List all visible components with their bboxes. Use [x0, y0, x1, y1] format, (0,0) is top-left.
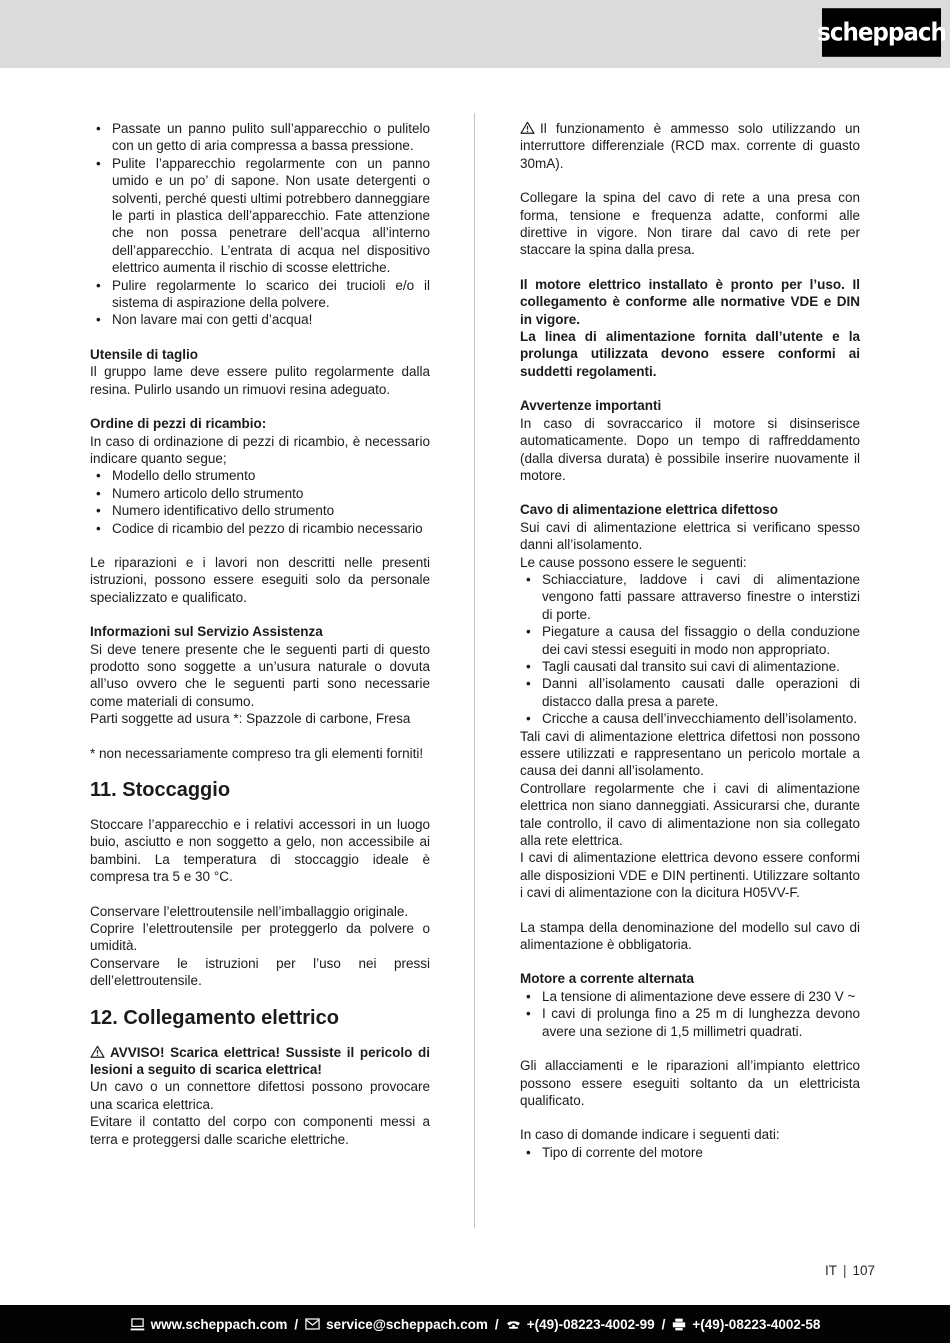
paragraph-gap [520, 380, 860, 397]
footer-website-text: www.scheppach.com [150, 1316, 288, 1332]
scheppach-logo [817, 8, 946, 57]
paragraph: Le cause possono essere le seguenti: [520, 554, 747, 570]
paragraph-text: AVVISO! Scarica elettrica! Sussiste il pericolo di lesioni a seguito di scarica elettrica! [90, 1044, 430, 1078]
fax-icon [672, 1318, 686, 1331]
warning-icon [520, 121, 535, 134]
bullet-list [520, 571, 860, 728]
paragraph: In caso di sovraccarico il motore si disinserisce automaticamente. Dopo un tempo di raffreddamento (dalla diversa durata) è possibile inserire nuovamente il motore. [520, 415, 860, 483]
paragraph: Si deve tenere presente che le seguenti parti di questo prodotto sono soggette a un’usura naturale o dovuta all’uso ovvero che le seguenti parti sono necessarie come materiali di consumo. [90, 641, 430, 709]
paragraph: La stampa della denominazione del modello sul cavo di alimentazione è obbligatoria. [520, 919, 860, 953]
paragraph [520, 120, 860, 172]
footer-separator: / [494, 1316, 499, 1332]
bullet-list [90, 467, 430, 537]
paragraph-gap [90, 728, 430, 745]
subsection-heading: Ordine di pezzi di ricambio: [90, 416, 267, 432]
paragraph: Il gruppo lame deve essere pulito regolarmente dalla resina. Pulirlo usando un rimuovi resina adeguato. [90, 364, 430, 397]
paragraph-gap [90, 606, 430, 623]
paragraph-gap [520, 259, 860, 276]
footer-fax-text: +(49)-08223-4002-58 [692, 1316, 821, 1332]
paragraph-gap [520, 1040, 860, 1057]
footer-website [130, 1317, 288, 1332]
page-language: IT [824, 1263, 837, 1278]
bullet-item: • La tensione di alimentazione deve essere di 230 V ~ [520, 988, 860, 1005]
paragraph: I cavi di alimentazione elettrica devono essere conformi alle disposizioni VDE e DIN pertinenti. Utilizzare soltanto i cavi di alimentazione con la dicitura H05VV-F. [520, 850, 860, 901]
section-title: 12. Collegamento elettrico [90, 1006, 339, 1029]
footer-separator: / [294, 1316, 299, 1332]
paragraph: Parti soggette ad usura *: Spazzole di carbone, Fresa [90, 711, 411, 727]
paragraph: Sui cavi di alimentazione elettrica si verificano spesso danni all’isolamento. [520, 519, 860, 553]
bullet-item: • Numero articolo dello strumento [90, 485, 430, 502]
paragraph-gap [90, 398, 430, 415]
phone-icon [506, 1318, 521, 1330]
logo-text: scheppach [817, 18, 946, 47]
footer-phone-text: +(49)-08223-4002-99 [526, 1316, 655, 1332]
bullet-item: • Schiacciature, laddove i cavi di alimentazione vengono fatti passare attraverso finestre o interstizi di porte. [520, 571, 860, 623]
subsection-heading: Avvertenze importanti [520, 398, 662, 414]
paragraph: Gli allacciamenti e le riparazioni all’impianto elettrico possono essere eseguiti soltanto da un elettricista qualificato. [520, 1058, 860, 1108]
paragraph: Un cavo o un connettore difettosi possono provocare una scarica elettrica. [90, 1079, 430, 1112]
footer-email-text: service@scheppach.com [326, 1316, 488, 1332]
subsection-heading: Utensile di taglio [90, 346, 199, 362]
footer-separator: / [661, 1316, 666, 1332]
paragraph-gap [520, 484, 860, 501]
paragraph: Collegare la spina del cavo di rete a una presa con forma, tensione e frequenza adatte, conformi alle direttive in vigore. Non tirare dal cavo di rete per staccare la spina dalla presa. [520, 190, 860, 258]
paragraph: In caso di domande indicare i seguenti dati: [520, 1127, 780, 1143]
paragraph-gap [520, 172, 860, 189]
paragraph-text: Il funzionamento è ammesso solo utilizzando un interruttore differenziale (RCD max. corrente di guasto 30mA). [520, 121, 860, 171]
page-number [825, 1263, 875, 1278]
paragraph-gap [520, 1109, 860, 1126]
bullet-item: • I cavi di prolunga fino a 25 m di lunghezza devono avere una sezione di 1,5 millimetri quadrati. [520, 1005, 860, 1040]
paragraph: In caso di ordinazione di pezzi di ricambio, è necessario indicare quanto segue; [90, 433, 430, 466]
paragraph-gap [520, 902, 860, 919]
page-number-value: 107 [852, 1263, 875, 1278]
bullet-item: • Modello dello strumento [90, 467, 430, 484]
bullet-item: • Pulire regolarmente lo scarico dei trucioli e/o il sistema di aspirazione della polvere. [90, 277, 430, 312]
paragraph: Il motore elettrico installato è pronto per l’uso. Il collegamento è conforme alle normative VDE e DIN in vigore. [520, 276, 860, 327]
bullet-item: • Tipo di corrente del motore [520, 1144, 860, 1161]
bullet-item: • Piegature a causa del fissaggio o della conduzione dei cavi stessi eseguiti in modo non appropriato. [520, 623, 860, 658]
paragraph: Conservare le istruzioni per l’uso nei pressi dell’elettroutensile. [90, 955, 430, 989]
column-divider [474, 113, 475, 1228]
left-column [90, 120, 430, 1148]
bullet-item: • Danni all’isolamento causati dalle operazioni di distacco dalla presa a parete. [520, 675, 860, 710]
paragraph-gap [90, 886, 430, 903]
bullet-list [520, 988, 860, 1040]
bullet-item: • Non lavare mai con getti d’acqua! [90, 311, 430, 328]
bullet-item: • Passate un panno pulito sull’apparecchio o pulitelo con un getto di aria compressa a bassa pressione. [90, 120, 430, 155]
paragraph-gap [520, 953, 860, 970]
paragraph: Tali cavi di alimentazione elettrica difettosi non possono essere utilizzati e rappresentano un pericolo mortale a causa dei danni all’isolamento. [520, 728, 860, 779]
bullet-item: • Numero identificativo dello strumento [90, 502, 430, 519]
bullet-item: • Codice di ricambio del pezzo di ricambio necessario [90, 520, 430, 537]
paragraph: * non necessariamente compreso tra gli elementi forniti! [90, 745, 424, 761]
footer-email [305, 1317, 488, 1332]
paragraph: Controllare regolarmente che i cavi di alimentazione elettrica non siano danneggiati. Assicurarsi che, durante tale controllo, il cavo di alimentazione non sia collegato alla rete elettrica. [520, 780, 860, 849]
paragraph: Evitare il contatto del corpo con componenti messi a terra e proteggersi dalle scariche elettriche. [90, 1114, 430, 1147]
paragraph: Conservare l’elettroutensile nell’imballaggio originale. [90, 903, 409, 919]
subsection-heading: Cavo di alimentazione elettrica difettoso [520, 502, 779, 518]
footer-fax [672, 1317, 820, 1332]
subsection-heading: Motore a corrente alternata [520, 971, 695, 987]
bullet-item: • Cricche a causa dell’invecchiamento dell’isolamento. [520, 710, 860, 727]
paragraph: Coprire l’elettroutensile per proteggerlo da polvere o umidità. [90, 921, 430, 954]
email-icon [305, 1318, 320, 1330]
header-bar [0, 0, 950, 68]
page-number-separator: | [842, 1263, 847, 1278]
paragraph-gap [90, 537, 430, 554]
bullet-item: • Tagli causati dal transito sui cavi di alimentazione. [520, 658, 860, 675]
computer-icon [130, 1318, 145, 1331]
right-column [520, 120, 860, 1161]
paragraph: La linea di alimentazione fornita dall’utente e la prolunga utilizzata devono essere conformi ai suddetti regolamenti. [520, 329, 860, 379]
section-title: 11. Stoccaggio [90, 779, 231, 801]
subsection-heading: Informazioni sul Servizio Assistenza [90, 624, 323, 640]
paragraph: Stoccare l’apparecchio e i relativi accessori in un luogo buio, asciutto e non soggetto a gelo, non accessibile ai bambini. La temperatura di stoccaggio ideale è compresa tra 5 e 30 °C. [90, 817, 430, 885]
footer-phone [506, 1317, 655, 1332]
bullet-list [520, 1144, 860, 1161]
bullet-list [90, 120, 430, 329]
footer-bar [0, 1305, 950, 1343]
paragraph [90, 1044, 430, 1079]
paragraph: Le riparazioni e i lavori non descritti nelle presenti istruzioni, possono essere eseguiti solo da personale specializzato e qualificato. [90, 554, 430, 605]
bullet-item: • Pulite l’apparecchio regolarmente con un panno umido e un po’ di sapone. Non usate detergenti o solventi, perché questi ultimi potrebbero danneggiare le parti in plastica dell’apparecchio. Fate attenzione che non possa penetrare dell’acqua all’interno dell’apparecchio. L’entrata di acqua nel dispositivo elettrico aumenta il rischio di scosse elettriche. [90, 155, 430, 277]
warning-icon [90, 1045, 105, 1058]
paragraph-gap [90, 329, 430, 346]
